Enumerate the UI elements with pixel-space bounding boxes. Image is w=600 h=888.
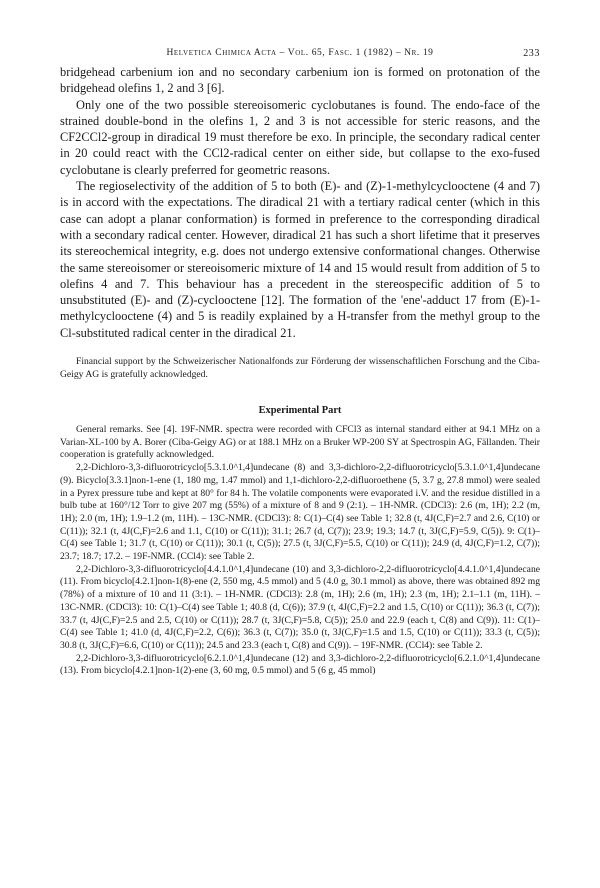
paragraph-3: The regioselectivity of the addition of 5 to both (E)- and (Z)-1-methylcyclooctene (4 and 7) is in accord with the expectations. The diradical 21 with a tertiary radical center (which in this case can adopt a planar conformation) is formed in preference to the corresponding diradical with a secondary radical center. However, diradical 21 has such a short lifetime that it preserves its stereochemical integrity, e.g. does not undergo extensive conformational changes. Otherwise the same stereoisomer or stereoisomeric mixture of 14 and 15 would result from addition of 5 to olefins 4 and 7. This behaviour has a precedent in the stereospecific addition of 5 to unsubstituted (E)- and (Z)-cyclooctene [12]. The formation of the 'ene'-adduct 17 from (E)-1-methylcyclooctene (4) and 5 is readily explained by a H-transfer from the methyl group to the Cl-substituted radical center in the diradical 21. xyxy=(60,179,540,340)
paragraph-compounds-10-11: 2,2-Dichloro-3,3-difluorotricyclo[4.4.1.0^1,4]undecane (10) and 3,3-dichloro-2,2-difluorotricyclo[4.4.1.0^1,4]undecane (11). From bicyclo[4.2.1]non-1(8)-ene (2, 550 mg, 4.5 mmol) and 5 (4.0 g, 30.1 mmol) as above, there was obtained 892 mg (78%) of a mixture of 10 and 11 (3:1). – 1H-NMR. (CDCl3): 2.8 (m, 1H); 2.6 (m, 1H); 2.3 (m, 1H); 2.1–1.1 (m, 11H). – 13C-NMR. (CDCl3): 10: C(1)–C(4) see Table 1; 40.8 (d, C(6)); 37.9 (t, 4J(C,F)=2.2 and 1.5, C(10) or C(11)); 36.3 (t, C(7)); 33.7 (t, 4J(C,F)=2.5 and 2.5, C(10) or C(11)); 28.7 (t, 3J(C,F)=5.8, C(5)); 25.0 and 22.9 (each t, C(8) and C(9)). 11: C(1)–C(4) see Table 1; 41.0 (d, 4J(C,F)=2.2, C(6)); 36.3 (t, C(7)); 35.0 (t, 3J(C,F)=1.5 and 1.5, C(10) or C(11)); 33.3 (t, C(5)); 30.8 (t, 3J(C,F)=6.6, C(10) or C(11)); 24.5 and 23.3 (each t, C(8) and C(9)). – 19F-NMR. (CCl4): see Table 2. xyxy=(60,563,540,651)
page-number: 233 xyxy=(523,48,540,59)
paragraph-compounds-8-9: 2,2-Dichloro-3,3-difluorotricyclo[5.3.1.0^1,4]undecane (8) and 3,3-dichloro-2,2-difluorotricyclo[5.3.1.0^1,4]undecane (9). Bicyclo[3.3.1]non-1-ene (1, 180 mg, 1.47 mmol) and 1,1-dichloro-2,2-difluoroethene (5, 3.7 g, 27.8 mmol) were sealed in a Pyrex pressure tube and kept at 80° for 84 h. The volatile components were evaporated i.V. and the residue distilled in a bulb tube at 160°/12 Torr to give 207 mg (55%) of a mixture of 8 and 9 (2:1). – 1H-NMR. (CDCl3): 2.6 (m, 1H); 2.2 (m, 1H); 2.0 (m, 1H); 1.9–1.2 (m, 11H). – 13C-NMR. (CDCl3): 8: C(1)–C(4) see Table 1; 32.8 (t, 4J(C,F)=2.7 and 2.6, C(10) or C(11)); 32.1 (t, 4J(C,F)=2.6 and 1.1, C(10) or C(11)); 31.1; 26.7 (d, C(7)); 23.9; 19.3; 14.7 (t, 3J(C,F)=5.9, C(5)). 9: C(1)–C(4) see Table 1; 31.7 (t, C(10) or C(11)); 30.1 (t, C(5)); 27.5 (t, 3J(C,F)=5.5, C(10) or C(11)); 24.9 (d, 4J(C,F)=1.2, C(7)); 23.7; 18.7; 17.2. – 19F-NMR. (CCl4): see Table 2. xyxy=(60,462,540,563)
section-title-experimental: Experimental Part xyxy=(258,405,342,417)
paragraph-compounds-12-13: 2,2-Dichloro-3,3-difluorotricyclo[6.2.1.0^1,4]undecane (12) and 3,3-dichloro-2,2-difluorotricyclo[6.2.1.0^1,4]undecane (13). From bicyclo[4.2.1]non-1(2)-ene (3, 60 mg, 0.5 mmol) and 5 (6 g, 45 mmol) xyxy=(60,652,540,677)
paragraph-2: Only one of the two possible stereoisomeric cyclobutanes is found. The endo-face of the strained double-bond in the olefins 1, 2 and 3 is not accessible for steric reasons, and the CF2CCl2-group in diradical 19 must therefore be exo. In principle, the secondary radical center in 20 could react with the CCl2-radical center on either side, but collapse to the exo-fused cyclobutane is clearly preferred for geometric reasons. xyxy=(60,97,540,177)
experimental-text xyxy=(60,424,540,678)
page xyxy=(60,48,540,678)
acknowledgment: Financial support by the Schweizerischer Nationalfonds zur Förderung der wissenschaftlichen Forschung and the Ciba-Geigy AG is gratefully acknowledged. xyxy=(60,356,540,381)
main-text xyxy=(60,64,540,341)
running-head xyxy=(60,48,540,64)
running-title: Helvetica Chimica Acta – Vol. 65, Fasc. 1 (1982) – Nr. 19 xyxy=(166,48,434,58)
paragraph-general-remarks: General remarks. See [4]. 19F-NMR. spectra were recorded with CFCl3 as internal standard either at 94.1 MHz on a Varian-XL-100 by A. Borer (Ciba-Geigy AG) or at 188.1 MHz on a Bruker WP-200 SY at Spectrospin AG, Fällanden. Their cooperation is gratefully acknowledged. xyxy=(60,424,540,461)
paragraph-1: bridgehead carbenium ion and no secondary carbenium ion is formed on protonation of the bridgehead olefins 1, 2 and 3 [6]. xyxy=(60,65,540,96)
